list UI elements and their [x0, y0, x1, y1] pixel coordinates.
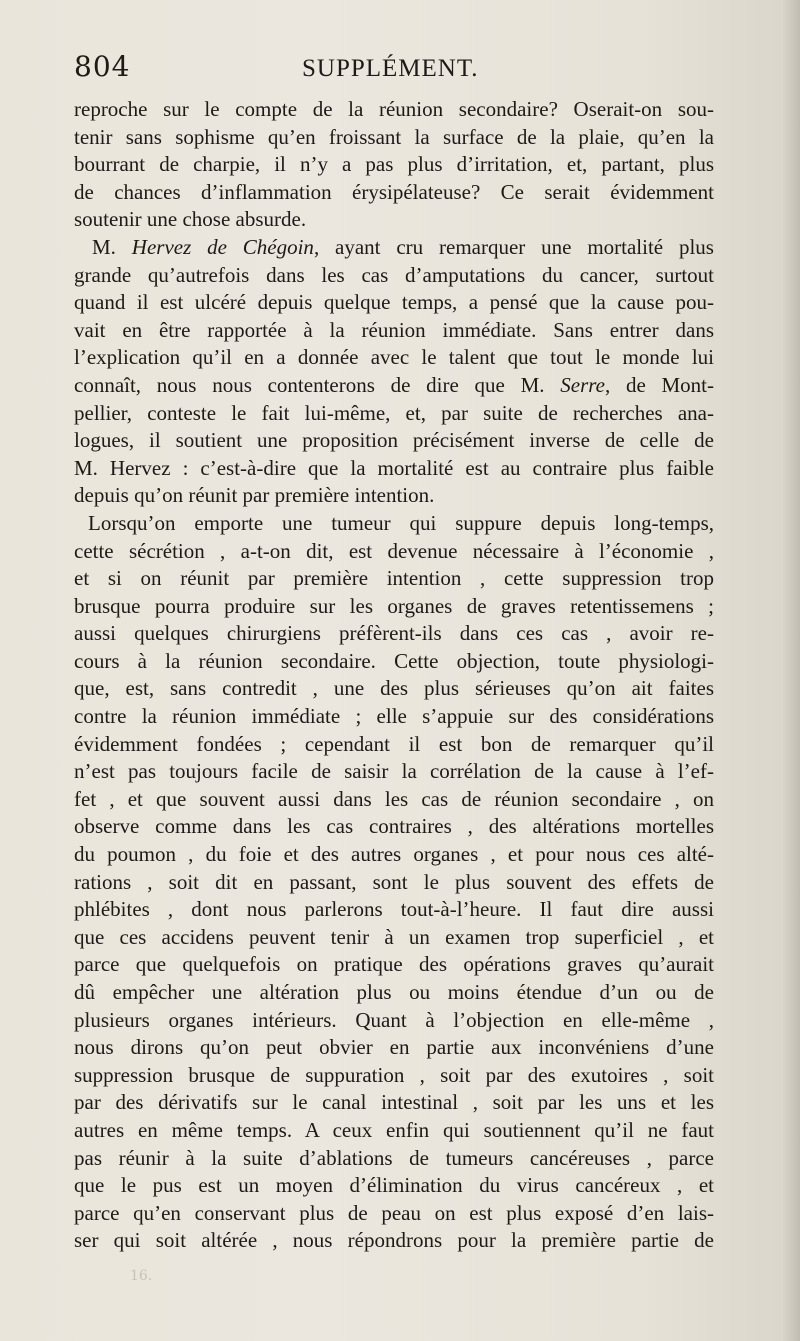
text-line: pas réunir à la suite d’ablations de tumeurs cancéreuses , parce — [74, 1145, 714, 1170]
running-head: SUPPLÉMENT. — [302, 55, 479, 82]
bleed-through-mark: 16. — [130, 1268, 153, 1284]
text-line: que ces accidens peuvent tenir à un examen trop superficiel , et — [74, 924, 714, 949]
text-line: rations , soit dit en passant, sont le plus souvent des effets de — [74, 869, 714, 894]
text-line: n’est pas toujours facile de saisir la corrélation de la cause à l’ef- — [74, 759, 714, 784]
text-line: parce qu’en conservant plus de peau on est plus exposé d’en lais- — [74, 1200, 714, 1225]
text-line: que le pus est un moyen d’élimination du virus cancéreux , et — [74, 1173, 714, 1198]
text-line: cette sécrétion , a-t-on dit, est devenue nécessaire à l’économie , — [74, 538, 714, 563]
body-text — [74, 96, 714, 1255]
page-header — [74, 50, 714, 90]
text-line: plusieurs organes intérieurs. Quant à l’objection en elle-même , — [74, 1007, 714, 1032]
text-line: du poumon , du foie et des autres organes , et pour nous ces alté- — [74, 842, 714, 867]
text-line: autres en même temps. A ceux enfin qui soutiennent qu’il ne faut — [74, 1117, 714, 1142]
text-line: pellier, conteste le fait lui-même, et, par suite de recherches ana- — [74, 400, 714, 425]
text-line: connaît, nous nous contenterons de dire que M. Serre, de Mont- — [74, 372, 714, 397]
text-line: phlébites , dont nous parlerons tout-à-l’heure. Il faut dire aussi — [74, 897, 714, 922]
text-line: l’explication qu’il en a donnée avec le talent que tout le monde lui — [74, 345, 714, 370]
text-line: M. Hervez de Chégoin, ayant cru remarquer une mortalité plus — [92, 234, 714, 259]
text-line: tenir sans sophisme qu’en froissant la surface de la plaie, qu’en la — [74, 124, 714, 149]
text-line: reproche sur le compte de la réunion secondaire? Oserait-on sou- — [74, 97, 714, 121]
text-line: logues, il soutient une proposition précisément inverse de celle de — [74, 428, 714, 453]
text-line: par des dérivatifs sur le canal intestinal , soit par les uns et les — [74, 1090, 714, 1115]
text-line: et si on réunit par première intention , cette suppression trop — [74, 566, 714, 591]
text-line: grande qu’autrefois dans les cas d’amputations du cancer, surtout — [74, 262, 714, 287]
text-line: vait en être rapportée à la réunion immédiate. Sans entrer dans — [74, 317, 714, 342]
text-line: observe comme dans les cas contraires , des altérations mortelles — [74, 814, 714, 839]
text-line: brusque pourra produire sur les organes de graves retentissemens ; — [74, 593, 714, 618]
page-number: 804 — [74, 50, 131, 83]
text-line: nous dirons qu’on peut obvier en partie aux inconvéniens d’une — [74, 1035, 714, 1060]
text-line: depuis qu’on réunit par première intention. — [74, 483, 435, 508]
text-line: ser qui soit altérée , nous répondrons pour la première partie de — [74, 1228, 714, 1253]
text-line: parce que quelquefois on pratique des opérations graves qu’aurait — [74, 952, 714, 977]
text-line: Lorsqu’on emporte une tumeur qui suppure depuis long-temps, — [88, 510, 714, 535]
page-edge-shadow — [782, 0, 800, 1341]
text-line: bourrant de charpie, il n’y a pas plus d’irritation, et, partant, plus — [74, 152, 714, 177]
text-line: dû empêcher une altération plus ou moins étendue d’un ou de — [74, 980, 714, 1004]
text-line: fet , et que souvent aussi dans les cas de réunion secondaire , on — [74, 786, 714, 811]
text-line: quand il est ulcéré depuis quelque temps, a pensé que la cause pou- — [74, 290, 714, 315]
text-line: évidemment fondées ; cependant il est bon de remarquer qu’il — [74, 731, 714, 756]
text-line: aussi quelques chirurgiens préfèrent-ils dans ces cas , avoir re- — [74, 621, 714, 646]
text-line: soutenir une chose absurde. — [74, 207, 307, 232]
text-line: que, est, sans contredit , une des plus sérieuses qu’on ait faites — [74, 676, 714, 701]
text-line: M. Hervez : c’est-à-dire que la mortalité est au contraire plus faible — [74, 455, 714, 480]
text-line: cours à la réunion secondaire. Cette objection, toute physiologi- — [74, 648, 714, 673]
text-line: suppression brusque de suppuration , soit par des exutoires , soit — [74, 1062, 714, 1087]
text-line: de chances d’inflammation érysipélateuse? Ce serait évidemment — [74, 179, 714, 204]
text-line: contre la réunion immédiate ; elle s’appuie sur des considérations — [74, 704, 714, 729]
